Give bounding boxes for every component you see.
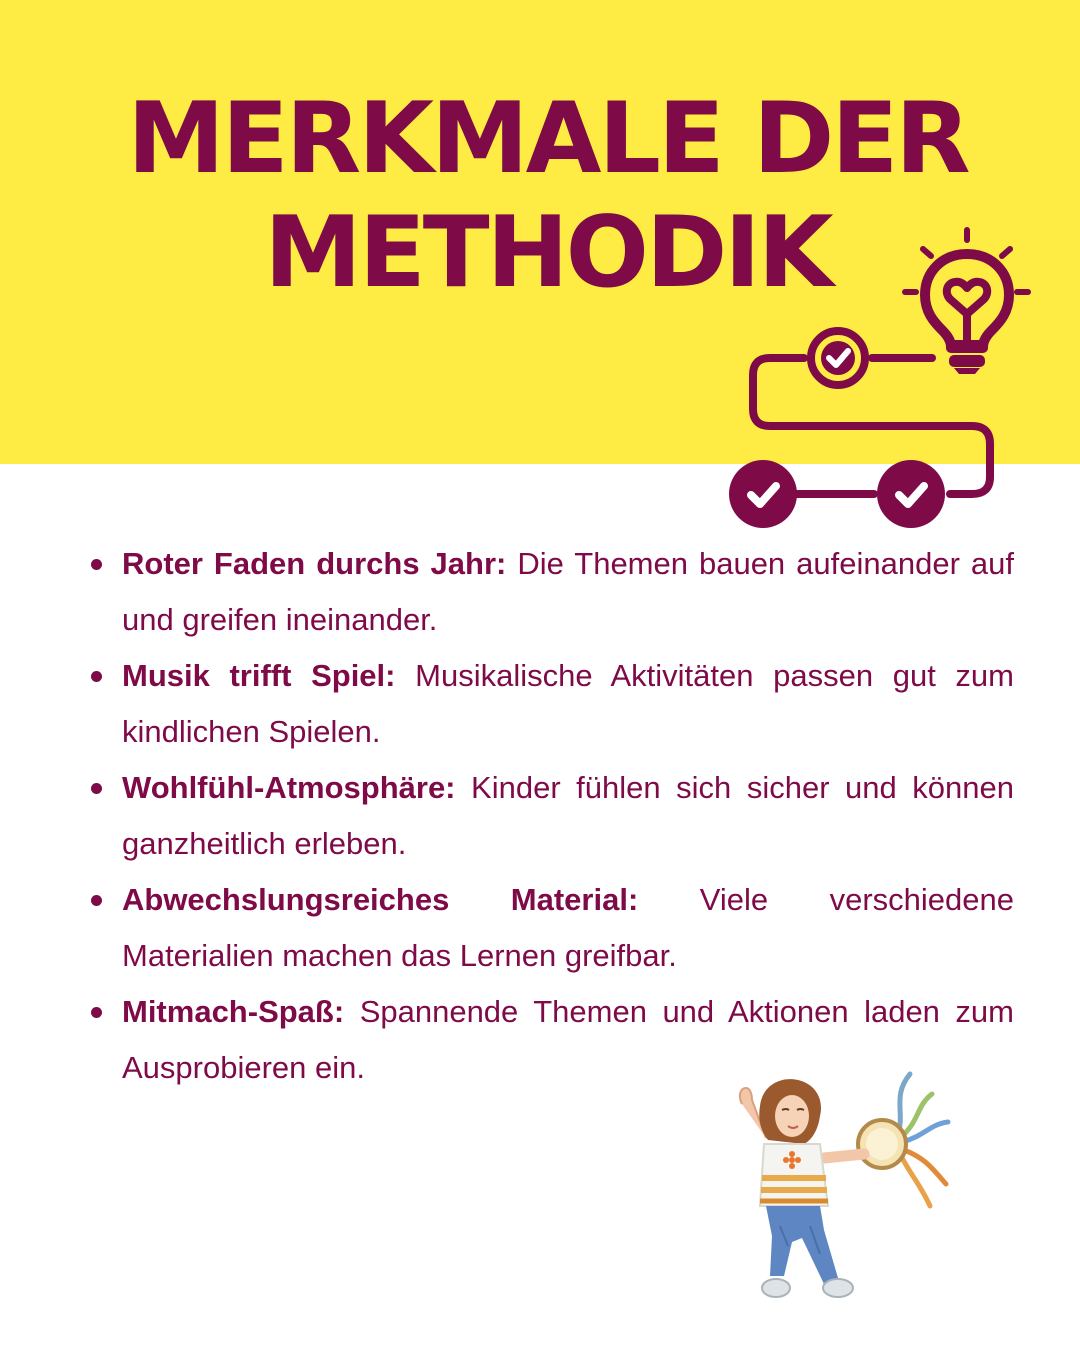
list-item <box>122 648 1014 760</box>
item-term: Abwechslungsreiches Material: <box>122 882 639 917</box>
feature-list <box>122 536 1014 1096</box>
dancing-girl-illustration <box>720 1066 960 1316</box>
list-item <box>122 760 1014 872</box>
item-text: Die Themen bauen aufeinander auf und greifen ineinander. <box>122 546 1014 637</box>
item-term: Mitmach-Spaß: <box>122 994 345 1029</box>
item-term: Musik trifft Spiel: <box>122 658 396 693</box>
item-text: Musikalische Aktivitäten passen gut zum kindlichen Spielen. <box>122 658 1014 749</box>
item-term: Roter Faden durchs Jahr: <box>122 546 507 581</box>
tambourine <box>858 1120 906 1168</box>
item-term: Wohlfühl-Atmosphäre: <box>122 770 456 805</box>
list-item <box>122 536 1014 648</box>
title-line-1: MERKMALE DER <box>127 82 968 196</box>
lightbulb-heart-icon <box>905 230 1028 374</box>
list-item <box>122 872 1014 984</box>
item-text: Viele verschiedene Materialien machen das Lernen greifbar. <box>122 882 1014 973</box>
item-text: Spannende Themen und Aktionen laden zum Ausprobieren ein. <box>122 994 1014 1085</box>
title-line-2: METHODIK <box>264 196 831 310</box>
item-text: Kinder fühlen sich sicher und können ganzheitlich erleben. <box>122 770 1014 861</box>
process-path-graphic <box>720 222 1040 534</box>
